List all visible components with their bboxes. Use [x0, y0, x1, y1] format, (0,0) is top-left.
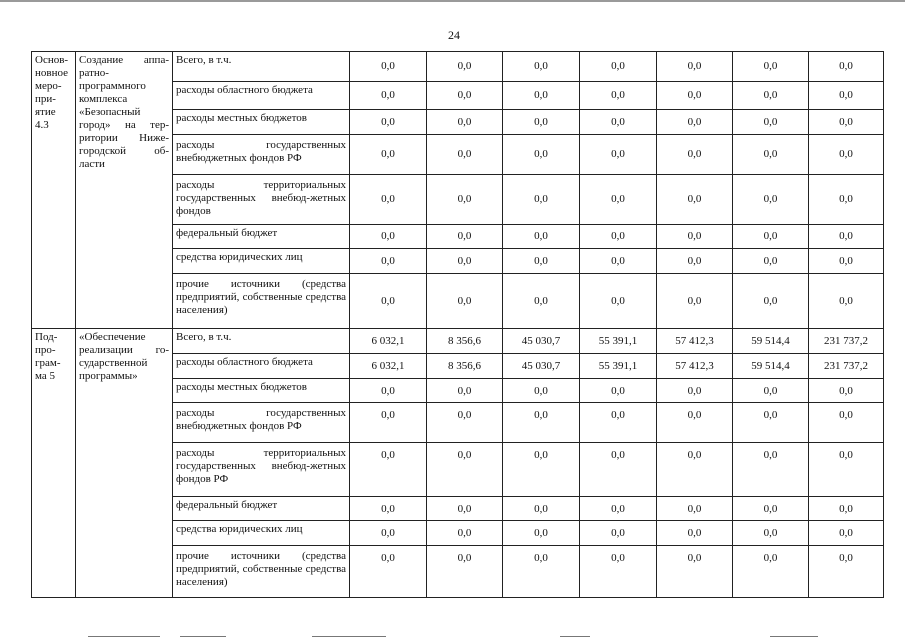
funding-source: средства юридических лиц [173, 521, 350, 546]
funding-source: федеральный бюджет [173, 497, 350, 521]
value-cell: 0,0 [809, 110, 884, 135]
value-cell: 0,0 [427, 379, 503, 403]
value-cell: 0,0 [503, 175, 580, 225]
funding-source: Всего, в т.ч. [173, 52, 350, 82]
value-cell: 0,0 [809, 546, 884, 598]
value-cell: 0,0 [350, 175, 427, 225]
value-cell: 0,0 [503, 521, 580, 546]
table-row [32, 329, 884, 354]
funding-source: прочие источники (средства предприятий, собственные средства населения) [173, 546, 350, 598]
value-cell: 0,0 [657, 249, 733, 274]
value-cell: 0,0 [350, 135, 427, 175]
value-cell: 0,0 [427, 546, 503, 598]
value-cell: 0,0 [809, 249, 884, 274]
value-cell: 0,0 [809, 403, 884, 443]
scan-mark [770, 636, 818, 637]
value-cell: 0,0 [580, 546, 657, 598]
value-cell: 59 514,4 [733, 329, 809, 354]
value-cell: 0,0 [580, 249, 657, 274]
value-cell: 0,0 [427, 175, 503, 225]
value-cell: 0,0 [657, 521, 733, 546]
page-number: 24 [448, 28, 460, 42]
value-cell: 0,0 [503, 443, 580, 497]
value-cell: 0,0 [809, 135, 884, 175]
value-cell: 0,0 [580, 521, 657, 546]
value-cell: 0,0 [427, 403, 503, 443]
value-cell: 0,0 [657, 443, 733, 497]
value-cell: 0,0 [733, 135, 809, 175]
value-cell: 231 737,2 [809, 354, 884, 379]
value-cell: 0,0 [503, 135, 580, 175]
top-rule [0, 0, 905, 2]
value-cell: 0,0 [427, 274, 503, 329]
value-cell: 0,0 [427, 52, 503, 82]
value-cell: 0,0 [733, 443, 809, 497]
value-cell: 0,0 [733, 249, 809, 274]
value-cell: 0,0 [503, 274, 580, 329]
value-cell: 0,0 [580, 225, 657, 249]
value-cell: 0,0 [809, 52, 884, 82]
value-cell: 0,0 [580, 52, 657, 82]
value-cell: 0,0 [350, 379, 427, 403]
value-cell: 0,0 [427, 521, 503, 546]
value-cell: 0,0 [580, 110, 657, 135]
activity-code: Под-про-грам-ма 5 [32, 329, 76, 598]
scan-mark [88, 636, 160, 637]
table-row [32, 52, 884, 82]
value-cell: 0,0 [503, 546, 580, 598]
value-cell: 0,0 [657, 497, 733, 521]
value-cell: 55 391,1 [580, 329, 657, 354]
value-cell: 0,0 [733, 403, 809, 443]
value-cell: 0,0 [657, 403, 733, 443]
value-cell: 0,0 [350, 546, 427, 598]
value-cell: 231 737,2 [809, 329, 884, 354]
value-cell: 0,0 [733, 52, 809, 82]
value-cell: 0,0 [809, 175, 884, 225]
value-cell: 0,0 [733, 497, 809, 521]
value-cell: 0,0 [350, 110, 427, 135]
value-cell: 0,0 [733, 379, 809, 403]
value-cell: 0,0 [350, 249, 427, 274]
funding-source: расходы территориальных государственных внебюд-жетных фондов РФ [173, 443, 350, 497]
funding-source: расходы государственных внебюджетных фондов РФ [173, 403, 350, 443]
value-cell: 0,0 [580, 175, 657, 225]
value-cell: 45 030,7 [503, 354, 580, 379]
value-cell: 0,0 [503, 52, 580, 82]
value-cell: 0,0 [503, 497, 580, 521]
value-cell: 0,0 [503, 379, 580, 403]
value-cell: 0,0 [580, 82, 657, 110]
value-cell: 0,0 [657, 52, 733, 82]
funding-source: расходы государственных внебюджетных фондов РФ [173, 135, 350, 175]
value-cell: 0,0 [427, 497, 503, 521]
value-cell: 0,0 [657, 379, 733, 403]
value-cell: 0,0 [350, 225, 427, 249]
value-cell: 0,0 [657, 110, 733, 135]
value-cell: 6 032,1 [350, 354, 427, 379]
value-cell: 0,0 [503, 110, 580, 135]
funding-source: средства юридических лиц [173, 249, 350, 274]
budget-table [31, 51, 884, 598]
value-cell: 45 030,7 [503, 329, 580, 354]
value-cell: 0,0 [657, 274, 733, 329]
funding-source: прочие источники (средства предприятий, собственные средства населения) [173, 274, 350, 329]
value-cell: 0,0 [657, 135, 733, 175]
value-cell: 0,0 [657, 175, 733, 225]
value-cell: 0,0 [503, 403, 580, 443]
scan-mark [312, 636, 386, 637]
activity-title: «Обеспечение реализации го-сударственной программы» [76, 329, 173, 598]
value-cell: 0,0 [580, 274, 657, 329]
value-cell: 0,0 [657, 82, 733, 110]
value-cell: 0,0 [580, 497, 657, 521]
value-cell: 8 356,6 [427, 329, 503, 354]
value-cell: 0,0 [350, 443, 427, 497]
value-cell: 6 032,1 [350, 329, 427, 354]
value-cell: 0,0 [427, 225, 503, 249]
value-cell: 0,0 [809, 521, 884, 546]
value-cell: 0,0 [809, 443, 884, 497]
value-cell: 0,0 [733, 82, 809, 110]
value-cell: 0,0 [657, 546, 733, 598]
value-cell: 0,0 [580, 135, 657, 175]
value-cell: 0,0 [733, 225, 809, 249]
value-cell: 55 391,1 [580, 354, 657, 379]
value-cell: 0,0 [427, 249, 503, 274]
value-cell: 0,0 [427, 110, 503, 135]
value-cell: 0,0 [809, 274, 884, 329]
funding-source: федеральный бюджет [173, 225, 350, 249]
funding-source: расходы территориальных государственных внебюд-жетных фондов [173, 175, 350, 225]
activity-code: Основ-новное меро-при-ятие 4.3 [32, 52, 76, 329]
value-cell: 0,0 [350, 82, 427, 110]
value-cell: 0,0 [809, 82, 884, 110]
funding-source: расходы областного бюджета [173, 354, 350, 379]
value-cell: 0,0 [350, 521, 427, 546]
funding-source: Всего, в т.ч. [173, 329, 350, 354]
value-cell: 0,0 [427, 443, 503, 497]
value-cell: 0,0 [580, 443, 657, 497]
funding-source: расходы местных бюджетов [173, 379, 350, 403]
scan-mark [180, 636, 226, 637]
value-cell: 0,0 [733, 521, 809, 546]
value-cell: 0,0 [350, 52, 427, 82]
value-cell: 0,0 [733, 110, 809, 135]
value-cell: 0,0 [657, 225, 733, 249]
value-cell: 0,0 [350, 274, 427, 329]
value-cell: 0,0 [809, 225, 884, 249]
value-cell: 0,0 [427, 135, 503, 175]
value-cell: 57 412,3 [657, 329, 733, 354]
value-cell: 8 356,6 [427, 354, 503, 379]
activity-title: Создание аппа-ратно-программного комплекса «Безопасный город» на тер-ритории Ниже-городской об-ласти [76, 52, 173, 329]
value-cell: 0,0 [809, 497, 884, 521]
value-cell: 0,0 [733, 546, 809, 598]
value-cell: 0,0 [733, 175, 809, 225]
value-cell: 0,0 [809, 379, 884, 403]
value-cell: 0,0 [503, 225, 580, 249]
value-cell: 57 412,3 [657, 354, 733, 379]
value-cell: 0,0 [733, 274, 809, 329]
value-cell: 0,0 [503, 82, 580, 110]
funding-source: расходы местных бюджетов [173, 110, 350, 135]
value-cell: 0,0 [427, 82, 503, 110]
value-cell: 0,0 [580, 403, 657, 443]
value-cell: 0,0 [580, 379, 657, 403]
value-cell: 0,0 [350, 497, 427, 521]
value-cell: 0,0 [503, 249, 580, 274]
funding-source: расходы областного бюджета [173, 82, 350, 110]
value-cell: 0,0 [350, 403, 427, 443]
scan-mark [560, 636, 590, 637]
value-cell: 59 514,4 [733, 354, 809, 379]
